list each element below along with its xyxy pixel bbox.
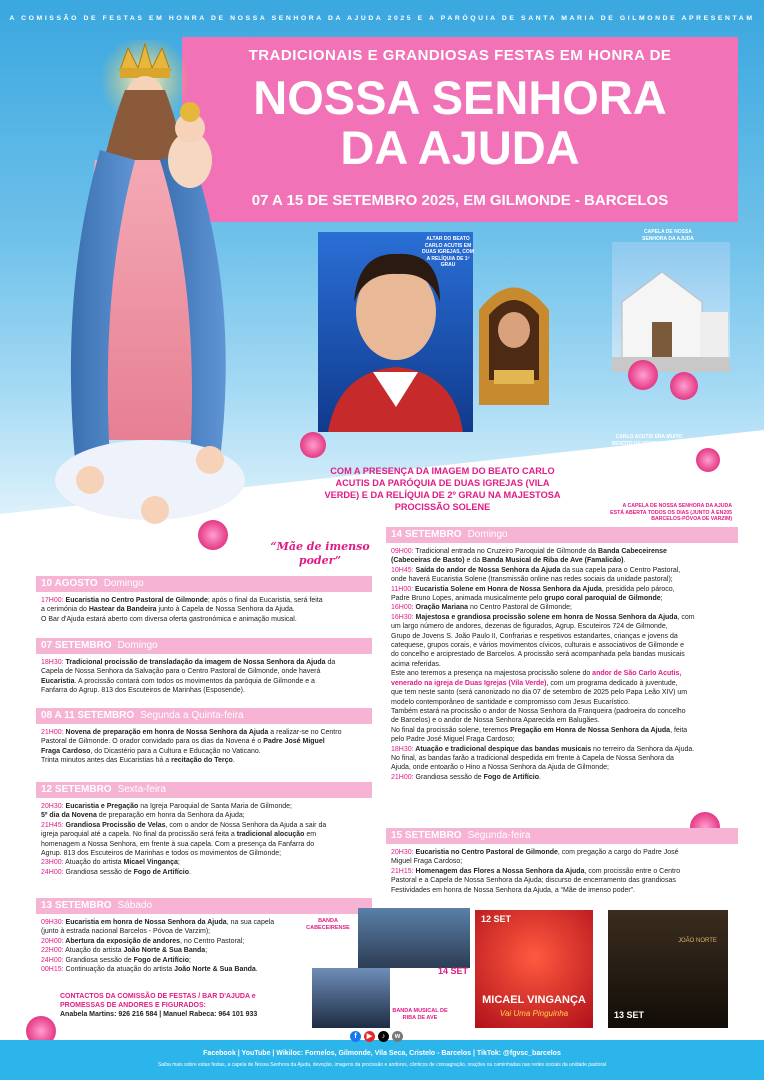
rose-decoration [198,520,228,550]
carlo-presence-note: COM A PRESENÇA DA IMAGEM DO BEATO CARLO ACUTIS DA PARÓQUIA DE DUAS IGREJAS (VILA VERDE) E DA RELÍQUIA DE 2º GRAU NA MAJESTOSA PROCISSÃO SOLENE [324,466,561,512]
tagline: A COMISSÃO DE FESTAS EM HONRA DE NOSSA SENHORA DA AJUDA 2025 E A PARÓQUIA DE SANTA MARIA DE GILMONDE APRESENTAM [9,15,755,22]
body-text: Continuação da atuação do artista [63,966,175,974]
section-08-11-setembro [36,708,372,766]
schedule-line [36,747,372,756]
title-line-1: NOSSA SENHORA [253,71,667,124]
body-text: a realizar-se no Centro [268,729,342,736]
banda-riba-ave-photo [312,968,390,1028]
section-body [36,798,372,877]
rose-decoration [628,360,658,390]
time-label: 21H00: [391,773,414,781]
chapel-image [612,242,730,372]
time-label: 21H00: [41,729,64,736]
section-header [386,527,738,543]
joao-norte-poster [608,910,728,1028]
body-text: , com o andor de Nossa Senhora da Ajuda a sair da [165,821,327,829]
schedule-line [36,658,372,667]
time-label: 21H45: [41,821,64,829]
bold-text: Fraga Cardoso [41,747,91,755]
body-text: da sua capela para o Centro Pastoral, [560,566,681,574]
body-text: Agrup. 813 dos Escuteiros de Marinhas e todos os movimentos de Gilmonde; [41,850,282,858]
body-text: No final da procissão solene, teremos [391,726,511,734]
time-label: 20H00: [41,937,64,945]
chapel-photo [612,242,730,372]
schedule-line [386,632,738,641]
time-label: 11H00: [391,585,414,593]
joao-norte-logo-text: JOÃO NORTE [678,938,717,944]
body-text: acima referidas. [391,660,441,668]
body-text: Festividades em honra de Nossa Senhora da Ajuda, a “Mãe de imenso poder”. [391,886,635,894]
bold-text: Banda Musical de Riba de Ave (Famalicão) [482,557,624,565]
body-text: e da [464,557,483,565]
schedule-line [386,726,738,735]
youtube-icon[interactable]: ▶ [364,1031,375,1042]
time-label: 00H15: [41,966,64,974]
section-07-setembro [36,638,372,696]
time-label: 22H00: [41,947,64,955]
highlight-text: andor de São Carlo Acutis, [592,670,682,678]
body-text: Este ano teremos a presença na majestosa procissão solene do [391,670,593,678]
schedule-line [36,937,372,946]
banner-title [182,73,738,173]
section-day: Domingo [467,529,508,540]
time-label: 24H00: [41,956,64,964]
schedule-line [36,802,372,811]
body-text: um largo número de andores, dezenas de figurados, Agrup. Escuteiros 724 de Gilmonde, [391,623,668,631]
bold-text: Hastear da Bandeira [88,606,157,614]
schedule-line [386,688,738,697]
banda-riba-ave-caption: BANDA MUSICAL DE RIBA DE AVE [392,1008,448,1021]
schedule-line [36,686,372,695]
body-text: O Bar d'Ajuda estará aberto com diversa oferta gastronómica e animação musical. [41,615,297,623]
section-date: 15 SETEMBRO [391,830,462,841]
body-text: , com um programa dedicado à juventude, [546,679,678,687]
body-text: de Barcelos) e o andor de Nossa Senhora Aparecida em Balugães. [391,717,600,725]
body-text: ; [660,595,663,603]
schedule-line [386,594,738,603]
facebook-icon[interactable]: f [350,1031,361,1042]
section-header [36,898,372,914]
section-day: Domingo [103,578,144,589]
section-10-agosto [36,576,372,624]
schedule-line [36,858,372,867]
body-text: , no Centro Pastoral; [180,937,245,945]
schedule-line [36,756,372,765]
time-label: 21H15: [391,867,414,875]
schedule-line [386,857,738,866]
bold-text: Saída do andor de Nossa Senhora da Ajuda [413,566,561,574]
schedule-line [36,811,372,820]
time-label: 20H30: [391,849,414,856]
title-banner [182,37,738,222]
schedule-line [386,547,738,556]
schedule-line [386,763,738,772]
section-date: 08 A 11 SETEMBRO [41,710,135,721]
section-body [386,543,738,782]
section-body [36,592,372,624]
time-label: 18H30: [391,745,414,753]
body-text: igreja paroquial até a capela. No final da procissão será feita a [41,831,237,839]
schedule-line [386,754,738,763]
bold-text: Fogo de Artifício [483,773,539,781]
section-day: Sábado [117,900,153,911]
contacts-line-2: PROMESSAS DE ANDORES E FIGURADOS: [60,1002,206,1009]
social-icons [350,1031,403,1042]
bold-text: tradicional alocução [236,831,305,839]
schedule-line [386,622,738,631]
micael-vinganca-poster [475,910,593,1028]
schedule-line [386,745,738,754]
body-text: ; [188,956,191,964]
schedule-line [386,707,738,716]
bold-text: grupo coral paroquial de Gilmonde [544,595,661,603]
tag-12-set: 12 SET [481,914,512,924]
body-text: . [538,773,541,781]
schedule-line [386,679,738,688]
section-header [36,782,372,798]
body-text: Também estará na procissão o andor de Nossa Senhora da Franqueira (padroeira do concelho [391,707,686,715]
schedule-line [36,667,372,676]
tag-14-set-a: 14 SET [438,966,469,976]
schedule-line [386,698,738,707]
body-text: no terreiro da Senhora da Ajuda. [591,745,695,753]
body-text: Pastoral de Gilmonde. O orador convidado para os dias da Novena é o [41,738,264,746]
body-text: . [232,757,235,765]
banner-subtitle: TRADICIONAIS E GRANDIOSAS FESTAS EM HONRA DE [248,47,672,64]
schedule-line [36,821,372,830]
schedule-line [36,596,372,605]
tiktok-icon[interactable]: ♪ [378,1031,389,1042]
schedule-line [386,585,738,594]
mae-quote: “Mãe de imenso poder” [270,540,370,567]
schedule-line [386,660,738,669]
section-date: 10 AGOSTO [41,578,98,589]
section-date: 07 SETEMBRO [41,640,112,651]
body-text: na Igreja Paroquial de Santa Maria de Gilmonde; [138,803,292,810]
schedule-line [386,566,738,575]
bold-text: Eucaristia no Centro Pastoral de Gilmonde [63,597,208,604]
contacts-line-1: CONTACTOS DA COMISSÃO DE FESTAS / BAR D'AJUDA e [60,993,256,1000]
bold-text: Padre José Miguel [263,738,325,746]
schedule-line [36,615,372,624]
section-day: Domingo [117,640,158,651]
bold-text: Eucaristia Solene em Honra de Nossa Senhora da Ajuda [413,585,602,593]
chapel-open-note: A CAPELA DE NOSSA SENHORA DA AJUDA ESTÁ ABERTA TODOS OS DIAS (JUNTO À EN205 BARCELOS-PÓVOA DE VARZIM) [610,503,732,522]
schedule-line [386,575,738,584]
body-text: Grandiosa sessão de [63,956,134,964]
schedule-line [36,946,372,955]
section-day: Sexta-feira [117,784,166,795]
schedule-line [386,735,738,744]
bold-text: Eucaristia no Centro Pastoral de Gilmonde [413,849,558,856]
bold-text: Majestosa e grandiosa procissão solene em honra de Nossa Senhora da Ajuda [413,613,678,621]
section-day: Segunda-feira [467,830,531,841]
schedule-line [36,728,372,737]
bold-text: recitação do Terço [171,757,233,765]
title-line-2: DA AJUDA [340,121,580,174]
body-text: Ajuda, onde entoarão o Hino a Nossa Senhora da Ajuda de Gilmonde; [391,764,609,772]
body-text: Padre Bruno Lopes, animada musicalmente pelo [391,595,545,603]
section-header [36,708,372,724]
body-text: ; [205,947,208,955]
micael-subtitle: Vai Uma Pinguinha [499,1009,569,1018]
body-text: , presidida pelo pároco, [601,585,675,593]
body-text: homenagem a Nossa Senhora, em frente à sua capela. Com a presença da Fanfarra do [41,840,315,848]
time-label: 23H00: [41,859,64,867]
body-text: . [623,557,626,565]
section-15-setembro [386,828,738,895]
body-text: junto à Capela de Nossa Senhora da Ajuda. [156,606,295,614]
body-text: Atuação do artista [63,947,124,955]
time-label: 09H00: [391,548,414,555]
bold-text: Tradicional procissão de transladação da imagem de Nossa Senhora da Ajuda [63,659,326,666]
body-text: Grandiosa sessão de [413,773,484,781]
schedule-line [36,737,372,746]
wikiloc-icon[interactable]: w [392,1031,403,1042]
banda-cabeceirense-photo [358,908,470,968]
chapel-caption: CAPELA DE NOSSA SENHORA DA AJUDA [642,229,694,242]
body-text: da [325,659,336,666]
bold-text: Abertura da exposição de andores [63,937,181,945]
schedule-line [386,613,738,622]
bold-text: Homenagem das Flores a Nossa Senhora da Ajuda [413,867,585,875]
banner-dates: 07 A 15 DE SETEMBRO 2025, EM GILMONDE - BARCELOS [251,192,669,209]
body-text: , do Dicastério para a Cultura e Educação no Vaticano. [90,747,261,755]
body-text: Capela de Nossa Senhora da Salvação para o Centro Pastoral de Gilmonde, onde haverá [41,668,321,676]
bold-text: (Cabeceiras de Basto) [391,557,465,565]
body-text: Trinta minutos antes das Eucaristias há a [41,757,172,765]
section-date: 14 SETEMBRO [391,529,462,540]
schedule-line [386,867,738,876]
body-text: ; após o final da Eucaristia, será feita [207,597,323,604]
highlight-text: venerado na igreja de Duas Igrejas (Vila Verde) [391,679,547,687]
body-text: que tem neste santo (será canonizado no dia 07 de setembro de 2025 pelo Papa Leão XIV) um [391,689,688,697]
body-text: Grupo de Jovens S. João Paulo II, Confrarias e respetivos estandartes, crianças e jovens da [391,632,678,640]
body-text: catequese, grupos corais, e vários movimentos cívicos, culturais e associativos de Gilmonde e [391,642,684,650]
bold-text: Novena de preparação em honra de Nossa Senhora da Ajuda [63,729,269,736]
bold-text: Eucaristia e Pregação [63,803,139,810]
altar-caption: ALTAR DO BEATO CARLO ACUTIS EM DUAS IGREJAS, COM A RELÍQUIA DE 1º GRAU [422,236,474,268]
bold-text: João Norte & Sua Banda [123,947,206,955]
body-text: No final, as bandas farão a tradicional despedida em frente à Capela de Nossa Senhora da [391,754,674,762]
schedule-line [386,650,738,659]
body-text: pelo Padre José Miguel Fraga Cardoso; [391,736,515,744]
schedule-line [36,830,372,839]
section-14-setembro [386,527,738,782]
body-text: ; [177,859,180,867]
body-text: . [188,868,191,876]
schedule-line [36,605,372,614]
time-label: 10H45: [391,566,414,574]
section-body [36,724,372,766]
section-header [36,638,372,654]
schedule-line [36,677,372,686]
schedule-line [386,603,738,612]
body-text: Miguel Fraga Cardoso; [391,858,463,866]
schedule-line [386,556,738,565]
body-text: onde haverá Eucaristia Solene (transmissão online nas redes sociais da unidade pastoral); [391,576,673,584]
schedule-line [386,876,738,885]
section-body [36,654,372,696]
section-12-setembro [36,782,372,877]
rose-decoration [300,432,326,458]
body-text: Pastoral e a Capela de Nossa Senhora da Ajuda; discurso de encerramento das grandiosas [391,877,676,885]
time-label: 16H00: [391,604,414,612]
schedule-line [386,848,738,857]
carlo-devoto-caption: CARLO ACUTIS ERA MUITO DEVOTO DE NOSSA SENHORA [611,434,687,447]
body-text: Atuação do artista [63,859,124,867]
time-label: 16H30: [391,613,414,621]
section-date: 13 SETEMBRO [41,900,112,911]
schedule-line [36,840,372,849]
bold-text: 5º dia da Novena [41,812,97,820]
schedule-line [386,773,738,782]
schedule-line [36,868,372,877]
body-text: (junto à estrada nacional Barcelos - Póvoa de Varzim); [41,928,211,936]
section-header [36,576,372,592]
time-label: 18H30: [41,659,64,666]
section-day: Segunda a Quinta-feira [140,710,244,721]
banda-cabeceirense-caption: BANDA CABECEIRENSE [306,918,350,931]
rose-decoration [696,448,720,472]
tag-13-set: 13 SET [614,1010,645,1020]
schedule-line [36,956,372,965]
body-text: em [304,831,317,839]
micael-name: MICAEL VINGANÇA [482,994,586,1006]
carlo-altar-image [474,270,554,405]
bold-text: João Norte & Sua Banda [174,966,256,974]
bold-text: Grandiosa Procissão de Velas [63,821,166,829]
body-text: Tradicional entrada no Cruzeiro Paroquial de Gilmonde da [413,548,599,555]
time-label: 24H00: [41,868,64,876]
body-text: a cerimónia do [41,606,89,614]
body-text: modelo contemporâneo de santidade e compromisso com Jesus Eucarístico. [391,698,630,706]
body-text: , com [677,613,695,621]
time-label: 09H30: [41,919,64,926]
schedule-line [386,641,738,650]
body-text: Grandiosa sessão de [63,868,134,876]
body-text: de preparação em honra da Senhora da Ajuda; [96,812,245,820]
bold-text: Pregação em Honra de Nossa Senhora da Ajuda [510,726,671,734]
schedule-line [386,886,738,895]
footer-info-line: Saiba mais sobre estas festas, a capela de Nossa Senhora da Ajuda, devoção, imagens da procissão e andores, cânticos de consagração, orações ou caminhadas nas redes sociais da unidade pastoral [157,1062,607,1068]
bold-text: Banda Cabeceirense [598,548,667,555]
virgin-statue-image [40,40,260,540]
schedule-line [386,669,738,678]
footer-social-line: Facebook | YouTube | Wikiloc: Fornelos, Gilmonde, Vila Seca, Cristelo - Barcelos | TikTok: @fgvsc_barcelos [203,1050,561,1057]
body-text: , feita [670,726,688,734]
footer [0,1040,764,1080]
body-text: Fanfarra do Agrup. 813 dos Escuteiros de Marinhas (Esposende). [41,687,245,695]
body-text: do concelho e arciprestado de Barcelos. A procissão será acompanhada pela bandas musicais [391,651,685,659]
body-text: . A procissão contará com todos os movimentos da paróquia de Gilmonde e a [74,677,315,685]
bold-text: Oração Mariana [413,604,469,612]
contacts-block [60,992,300,1020]
bold-text: Fogo de Artifício [133,868,189,876]
section-date: 12 SETEMBRO [41,784,112,795]
body-text: , com pregação a cargo do Padre José [557,849,679,856]
body-text: , com procissão entre o Centro [584,867,681,875]
bold-text: Eucaristia [41,677,75,685]
section-13-setembro [36,898,372,974]
bold-text: Fogo de Artifício [133,956,189,964]
time-label: 20H30: [41,803,64,810]
schedule-line [36,849,372,858]
schedule-line [386,716,738,725]
time-label: 17H00: [41,597,64,604]
bold-text: Eucaristia em honra de Nossa Senhora da Ajuda [63,919,227,926]
rose-decoration [670,372,698,400]
body-text: no Centro Pastoral de Gilmonde; [468,604,572,612]
contacts-phones: Anabela Martins: 926 216 584 | Manuel Rabeca: 964 101 933 [60,1011,258,1018]
body-text: . [255,966,258,974]
bold-text: Atuação e tradicional despique das bandas musicais [413,745,592,753]
body-text: , na sua capela [226,919,275,926]
section-header [386,828,738,844]
bold-text: Micael Vingança [123,859,178,867]
section-body [386,844,738,895]
